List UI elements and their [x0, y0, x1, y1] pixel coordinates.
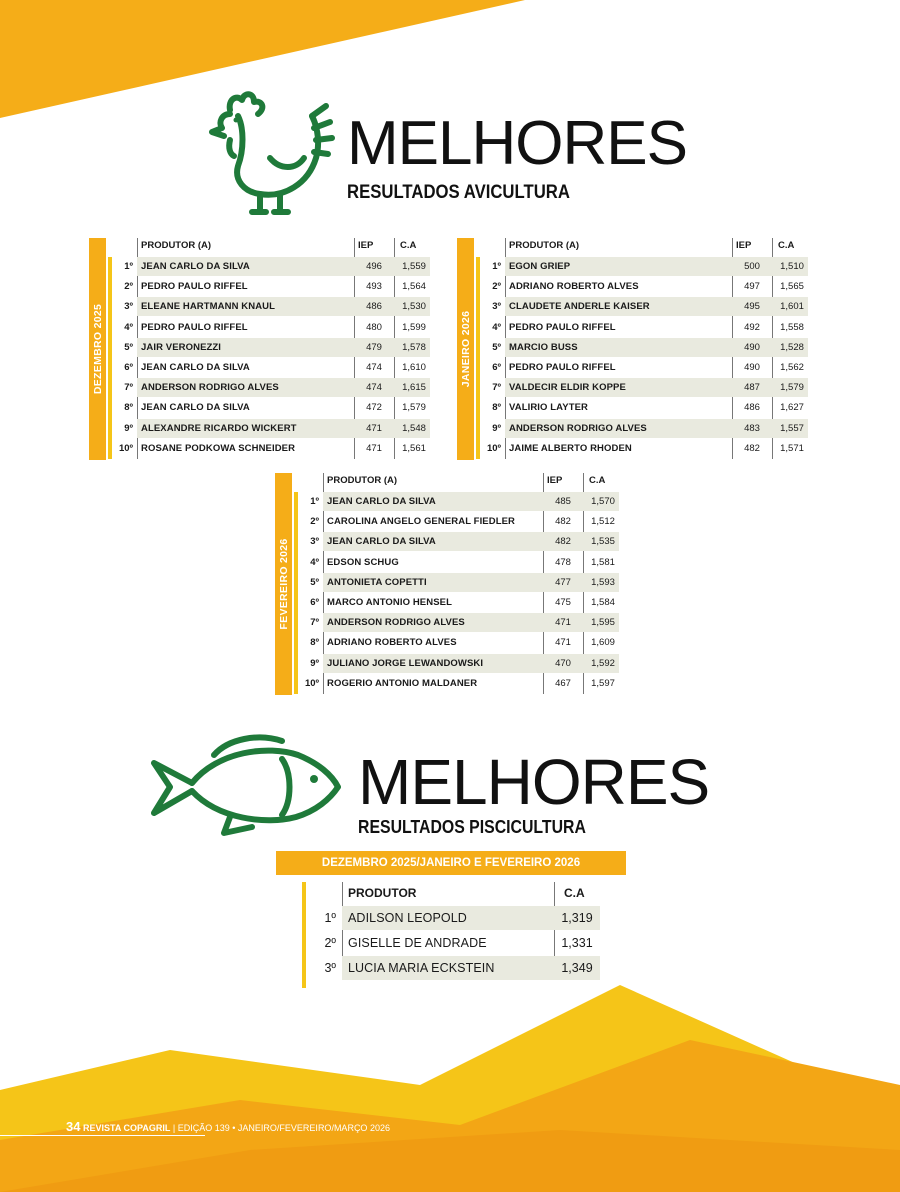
footer-rule: [0, 1135, 205, 1136]
table-row: [304, 674, 619, 693]
table-row: [492, 257, 808, 276]
producer-name-cell: VALDECIR ELDIR KOPPE: [509, 382, 626, 394]
ca-cell: 1,601: [780, 301, 804, 313]
ca-cell: 1,535: [591, 536, 615, 548]
producer-name-cell: JEAN CARLO DA SILVA: [327, 496, 436, 507]
producer-name-cell: MARCO ANTONIO HENSEL: [327, 597, 452, 608]
table-row: [324, 906, 600, 930]
table-row: [492, 398, 808, 417]
table-row: [492, 277, 808, 296]
column-header-produtor: PRODUTOR (A): [327, 475, 398, 486]
producer-name-cell: EGON GRIEP: [509, 261, 571, 272]
producer-name-cell: JULIANO JORGE LEWANDOWSKI: [327, 657, 484, 669]
rank-cell: 3º: [492, 301, 501, 313]
table-row: [124, 318, 430, 337]
producer-name-cell: ROGERIO ANTONIO MALDANER: [327, 677, 478, 689]
table-row: [310, 492, 619, 511]
producer-name-cell: JEAN CARLO DA SILVA: [141, 402, 250, 414]
ca-cell: 1,609: [591, 637, 615, 649]
iep-cell: 470: [555, 657, 571, 669]
table-row: [492, 378, 808, 397]
column-header-iep: IEP: [736, 240, 752, 251]
producer-name-cell: PEDRO PAULO RIFFEL: [141, 321, 248, 333]
producer-name-cell: PEDRO PAULO RIFFEL: [141, 281, 248, 293]
rank-cell: 1º: [492, 261, 501, 272]
iep-cell: 475: [555, 597, 571, 608]
table-row: [124, 277, 430, 296]
table-row: [486, 439, 808, 458]
fish-title: MELHORES: [358, 746, 710, 818]
producer-name-cell: CLAUDETE ANDERLE KAISER: [509, 301, 650, 313]
producer-name-cell: ANDERSON RODRIGO ALVES: [141, 382, 279, 394]
iep-cell: 467: [555, 677, 571, 689]
producer-name-cell: ADILSON LEOPOLD: [348, 911, 467, 925]
rank-cell: 9º: [492, 422, 501, 434]
poultry-subtitle: RESULTADOS AVICULTURA: [347, 182, 570, 203]
period-label: DEZEMBRO 2025: [91, 303, 104, 395]
table-row: [492, 318, 808, 337]
ranking-table: [89, 238, 434, 460]
iep-cell: 480: [366, 321, 382, 333]
column-header-ca: C.A: [778, 240, 795, 251]
fish-icon: [148, 733, 348, 841]
iep-cell: 474: [366, 382, 382, 394]
fish-ranking-table: [302, 882, 602, 990]
producer-name-cell: ADRIANO ROBERTO ALVES: [509, 281, 639, 293]
ca-cell: 1,597: [591, 677, 615, 689]
producer-name-cell: ANDERSON RODRIGO ALVES: [327, 617, 465, 629]
iep-cell: 485: [555, 496, 571, 507]
producer-name-cell: ROSANE PODKOWA SCHNEIDER: [141, 442, 296, 454]
rank-cell: 10º: [486, 442, 501, 454]
producer-name-cell: ALEXANDRE RICARDO WICKERT: [141, 422, 297, 434]
iep-cell: 496: [366, 261, 382, 272]
iep-cell: 490: [744, 362, 760, 373]
column-header-produtor: PRODUTOR (A): [509, 240, 580, 251]
iep-cell: 478: [555, 556, 571, 568]
poultry-header: [347, 109, 687, 203]
producer-name-cell: ANTONIETA COPETTI: [327, 576, 427, 588]
ca-cell: 1,559: [402, 261, 426, 272]
table-row: [310, 633, 619, 652]
iep-cell: 472: [366, 402, 382, 414]
rank-cell: 8º: [124, 402, 133, 414]
table-row: [124, 338, 430, 357]
table-row: [324, 931, 600, 955]
footer-bullet: •: [232, 1123, 236, 1133]
ca-cell: 1,578: [402, 341, 426, 353]
producer-name-cell: GISELLE DE ANDRADE: [348, 936, 487, 950]
iep-cell: 493: [366, 281, 382, 293]
publication-name: REVISTA COPAGRIL: [82, 1123, 171, 1133]
ca-cell: 1,530: [402, 301, 426, 313]
table-row: [124, 297, 430, 316]
iep-cell: 487: [744, 382, 760, 394]
rank-cell: 2º: [492, 281, 501, 293]
column-header-produtor: PRODUTOR: [348, 886, 417, 900]
ca-cell: 1,331: [561, 936, 593, 950]
ca-cell: 1,510: [780, 261, 804, 272]
producer-name-cell: PEDRO PAULO RIFFEL: [509, 362, 616, 373]
producer-name-cell: EDSON SCHUG: [327, 556, 399, 568]
iep-cell: 482: [555, 536, 571, 548]
ca-cell: 1,581: [591, 556, 615, 568]
rank-cell: 2º: [124, 281, 133, 293]
table-row: [124, 358, 430, 377]
iep-cell: 483: [744, 422, 760, 434]
ca-cell: 1,593: [591, 576, 615, 588]
column-header-produtor: PRODUTOR (A): [141, 240, 212, 251]
table-row: [310, 532, 619, 551]
fish-subtitle: RESULTADOS PISCICULTURA: [358, 817, 586, 837]
column-header-ca: C.A: [564, 886, 585, 900]
iep-cell: 492: [744, 321, 760, 333]
rank-cell: 4º: [492, 321, 501, 333]
rank-cell: 7º: [310, 617, 319, 629]
rank-cell: 5º: [124, 341, 133, 353]
iep-cell: 486: [744, 402, 760, 414]
iep-cell: 486: [366, 301, 382, 313]
producer-name-cell: JEAN CARLO DA SILVA: [327, 536, 436, 548]
iep-cell: 490: [744, 341, 760, 353]
producer-name-cell: ELEANE HARTMANN KNAUL: [141, 301, 276, 313]
ca-cell: 1,579: [402, 402, 426, 414]
ca-cell: 1,584: [591, 597, 615, 608]
ca-cell: 1,557: [780, 422, 804, 434]
table-row: [118, 439, 430, 458]
rank-cell: 3º: [310, 536, 319, 548]
table-row: [310, 573, 619, 592]
producer-name-cell: JAIR VERONEZZI: [141, 341, 222, 353]
rank-cell: 1º: [324, 911, 336, 925]
table-row: [492, 419, 808, 438]
fish-period-banner: DEZEMBRO 2025/JANEIRO E FEVEREIRO 2026: [276, 851, 626, 875]
table-row: [124, 257, 430, 276]
table-row: [324, 956, 600, 980]
ca-cell: 1,565: [780, 281, 804, 293]
ca-cell: 1,610: [402, 362, 426, 373]
table-row: [492, 297, 808, 316]
rank-cell: 5º: [310, 576, 319, 588]
rank-cell: 1º: [124, 261, 133, 272]
column-header-iep: IEP: [547, 475, 563, 486]
iep-cell: 482: [744, 442, 760, 454]
table-row: [310, 512, 619, 531]
ca-cell: 1,558: [780, 321, 804, 333]
ca-cell: 1,592: [591, 657, 615, 669]
period-label: FEVEREIRO 2026: [277, 538, 290, 630]
column-header-ca: C.A: [589, 475, 606, 486]
rank-cell: 7º: [124, 382, 133, 394]
rank-cell: 1º: [310, 496, 319, 507]
ca-cell: 1,319: [561, 911, 593, 925]
rank-cell: 4º: [310, 556, 319, 568]
table-row: [492, 358, 808, 377]
fish-header: [358, 746, 710, 837]
ca-cell: 1,528: [780, 341, 804, 353]
rank-cell: 2º: [324, 936, 336, 950]
ca-cell: 1,564: [402, 281, 426, 293]
ca-cell: 1,561: [402, 442, 426, 454]
ca-cell: 1,615: [402, 382, 426, 394]
table-row: [310, 613, 619, 632]
table-row: [124, 419, 430, 438]
poultry-title: MELHORES: [347, 109, 687, 178]
rank-cell: 6º: [310, 597, 319, 608]
footer-separator: |: [172, 1123, 176, 1133]
rank-cell: 8º: [310, 637, 319, 649]
iep-cell: 482: [555, 516, 571, 528]
iep-cell: 471: [366, 442, 382, 454]
table-row: [124, 378, 430, 397]
rank-cell: 4º: [124, 321, 133, 333]
ranking-table: [275, 473, 623, 695]
rank-cell: 6º: [492, 362, 501, 373]
rank-cell: 9º: [310, 657, 319, 669]
table-row: [124, 398, 430, 417]
iep-cell: 500: [744, 261, 760, 272]
column-header-iep: IEP: [358, 240, 374, 251]
producer-name-cell: PEDRO PAULO RIFFEL: [509, 321, 616, 333]
producer-name-cell: VALIRIO LAYTER: [509, 402, 588, 414]
ca-cell: 1,349: [561, 961, 593, 975]
page-footer: [66, 1119, 390, 1134]
producer-name-cell: JAIME ALBERTO RHODEN: [509, 442, 632, 454]
ca-cell: 1,595: [591, 617, 615, 629]
rank-cell: 6º: [124, 362, 133, 373]
rank-cell: 2º: [310, 516, 319, 528]
producer-name-cell: LUCIA MARIA ECKSTEIN: [348, 961, 495, 975]
iep-cell: 471: [555, 637, 571, 649]
ca-cell: 1,627: [780, 402, 804, 414]
rank-cell: 10º: [118, 442, 133, 454]
iep-cell: 471: [555, 617, 571, 629]
rank-cell: 3º: [324, 961, 336, 975]
iep-cell: 474: [366, 362, 382, 373]
table-row: [310, 593, 619, 612]
producer-name-cell: CAROLINA ANGELO GENERAL FIEDLER: [327, 516, 516, 528]
iep-cell: 477: [555, 576, 571, 588]
ca-cell: 1,599: [402, 321, 426, 333]
edition-number: EDIÇÃO 139: [177, 1123, 230, 1133]
ca-cell: 1,512: [591, 516, 615, 528]
ca-cell: 1,579: [780, 382, 804, 394]
table-row: [310, 654, 619, 673]
iep-cell: 495: [744, 301, 760, 313]
rank-cell: 10º: [304, 677, 319, 689]
ca-cell: 1,570: [591, 496, 615, 507]
table-row: [310, 553, 619, 572]
ranking-table: [457, 238, 812, 460]
ca-cell: 1,571: [780, 442, 804, 454]
producer-name-cell: ANDERSON RODRIGO ALVES: [509, 422, 647, 434]
iep-cell: 471: [366, 422, 382, 434]
ca-cell: 1,548: [402, 422, 426, 434]
column-header-ca: C.A: [400, 240, 417, 251]
table-row: [492, 338, 808, 357]
page-number: 34: [66, 1119, 81, 1134]
rooster-icon: [200, 88, 340, 223]
producer-name-cell: JEAN CARLO DA SILVA: [141, 261, 250, 272]
producer-name-cell: MARCIO BUSS: [509, 341, 578, 353]
period-label: JANEIRO 2026: [459, 310, 472, 388]
rank-cell: 8º: [492, 402, 501, 414]
rank-cell: 5º: [492, 341, 501, 353]
iep-cell: 479: [366, 341, 382, 353]
producer-name-cell: JEAN CARLO DA SILVA: [141, 362, 250, 373]
iep-cell: 497: [744, 281, 760, 293]
rank-cell: 7º: [492, 382, 501, 394]
ca-cell: 1,562: [780, 362, 804, 373]
rank-cell: 3º: [124, 301, 133, 313]
producer-name-cell: ADRIANO ROBERTO ALVES: [327, 637, 457, 649]
edition-period: JANEIRO/FEVEREIRO/MARÇO 2026: [237, 1123, 390, 1133]
rank-cell: 9º: [124, 422, 133, 434]
